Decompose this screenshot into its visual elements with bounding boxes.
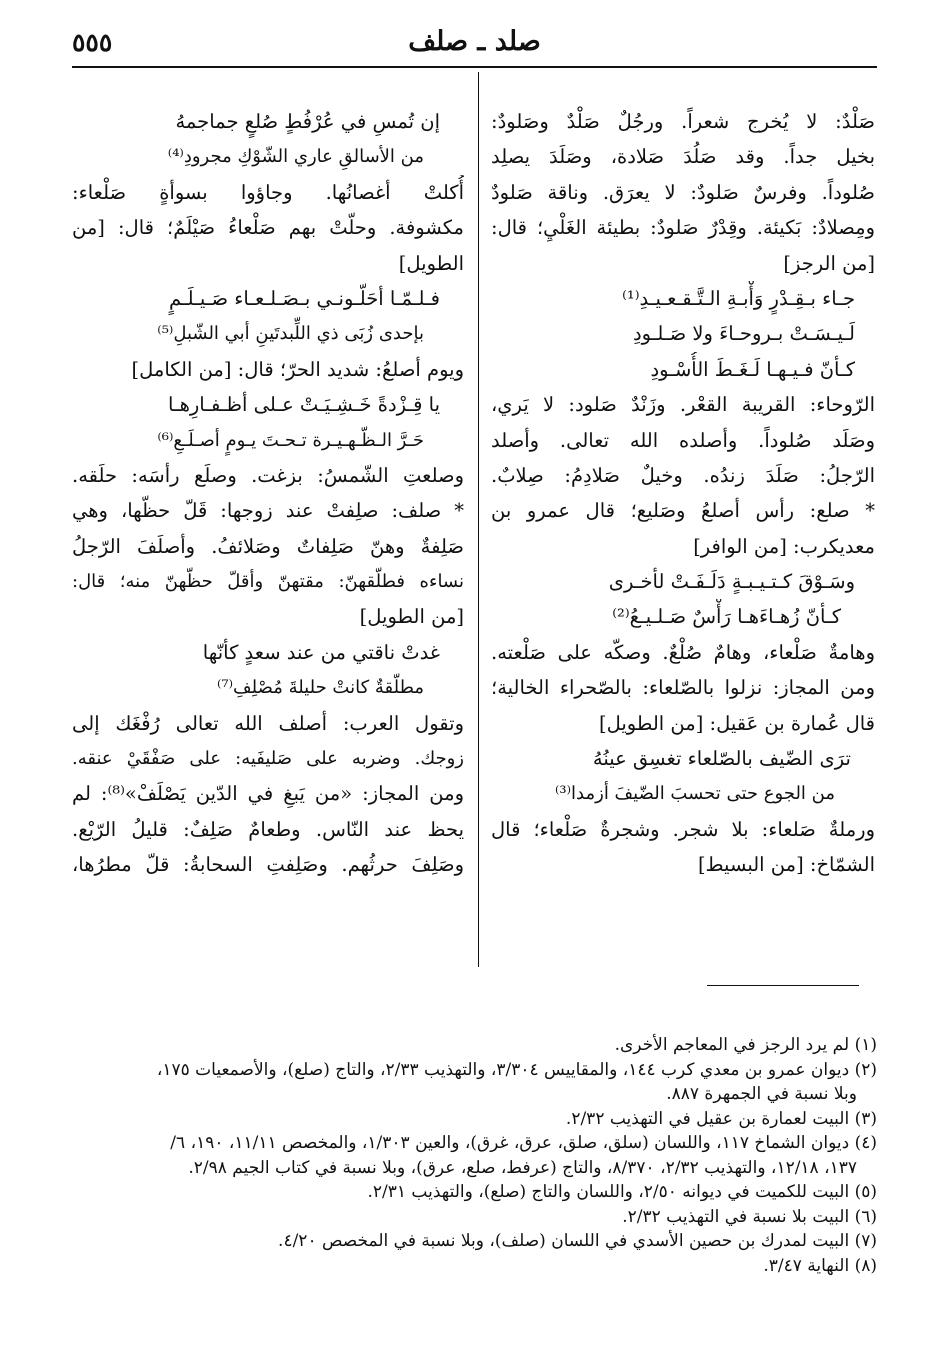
footnote: (٧) البيت لمدرك بن حصين الأسدي في اللسان (صلف)، وبلا نسبة في المخصص ٤/٢٠.: [278, 1231, 877, 1251]
text-line: الرّوحاء: القريبة القعْر. وزَنْدٌ صَلود: لا يَري،: [491, 393, 875, 417]
text-line: ترَى الضّيف بالصّلعاء تغسِق عينُهُ: [592, 747, 851, 771]
page-number: ٥٥٥: [72, 28, 113, 57]
text-line: وصَلَد صُلوداً. وأصلده الله تعالى. وأصلد: [491, 428, 875, 452]
footnote: (٣) البيت لعمارة بن عقيل في التهذيب ٢/٣٢.: [565, 1108, 877, 1129]
text-line: وصَلِفَ حرثُهم. وصَلِفتِ السحابةُ: قلّ مطرُها،: [72, 853, 464, 877]
text-line: بخيل جداً. وقد صَلُدَ صَلادة، وصَلَدَ يصلِد: [491, 145, 875, 169]
footnote: (٤) ديوان الشماخ ١١٧، واللسان (سلق، صلق، عرق، غرق)، والعين ١/٣٠٣، والمخصص ١١/١١، ١٩٠، ٦/: [170, 1133, 877, 1153]
text-line: ويوم أصلعُ: شديد الحرّ؛ قال: [من الكامل]: [131, 357, 464, 381]
text-line: الرّجلُ: صَلَدَ زندُه. وخيلٌ صَلادِمُ: صِلابٌ.: [491, 463, 875, 487]
text-line: ومِصلادٌ: بَكيئة. وقِدْرٌ صَلودٌ: بطيئة الغَلْيِ؛ قال:: [491, 216, 875, 240]
text-line: قال عُمارة بن عَقيل: [من الطويل]: [598, 711, 875, 735]
text-line: الشمّاخ: [من البسيط]: [697, 853, 875, 877]
text-line: كـأنّ فـيـهـا لَـغَـطَ الأُسْـودِ: [650, 357, 855, 381]
text-line: ومن المجاز: «من يَبغِ في الدّين يَصْلَفْ»⁽⁸⁾: لم: [72, 782, 464, 806]
text-line: [من الطويل]: [359, 605, 464, 629]
text-line: ومن المجاز: نزلوا بالصّلعاء: بالصّحراء الخالية؛: [491, 676, 875, 700]
text-line: مكشوفة. وحلّتْ بهم صَلْعاءُ صَيْلَمٌ؛ قال: [من: [72, 216, 464, 240]
text-line: ورملةٌ صَلعاء: بلا شجر. وشجرةٌ صَلْعاء؛ قال: [491, 817, 875, 841]
text-line: وهامةٌ صَلْعاء، وهامٌ صُلْعٌ. وصكّه على صَلْعته.: [491, 640, 875, 664]
footnote: ١٣٧، ١٢/١٨، والتهذيب ٢/٣٢، ٨/٣٧٠، والتاج (عرفط، صلع، عرق)، وبلا نسبة في كتاب الجيم ٢/٩٨.: [188, 1157, 857, 1178]
text-line: معديكرب: [من الوافر]: [693, 534, 875, 558]
text-line: * صلع: رأس أصلعُ وصَليع؛ قال عمرو بن: [491, 499, 875, 523]
column-divider: [478, 72, 479, 967]
text-line: يحظ عند النّاس. وطعامٌ صَلِفٌ: قليلُ الرّيْع.: [72, 817, 464, 841]
footnote: (٨) النهاية ٣/٤٧.: [763, 1255, 877, 1276]
footnote: وبلا نسبة في الجمهرة ٨٨٧.: [666, 1084, 857, 1104]
footnote: (٢) ديوان عمرو بن معدي كرب ١٤٤، والمقاييس ٣/٣٠٤، والتهذيب ٢/٣٣، والتاج (صلع)، والأصمعيات ١٧٥،: [156, 1059, 877, 1080]
text-line: صُلوداً. وفرسٌ صَلودٌ: لا يعرَق. وناقة صَلودٌ: [491, 180, 875, 204]
footnote: (٥) البيت للكميت في ديوانه ٢/٥٠، واللسان والتاج (صلع)، والتهذيب ٢/٣١.: [367, 1182, 877, 1202]
text-line: فـلـمّـا أحَلّـونـي بـصَـلـعـاء صَـيـلَـمٍ: [168, 286, 440, 310]
right-column: [491, 104, 875, 883]
text-line: من الجوع حتى تحسبَ الضّيفَ أزمدا⁽³⁾: [554, 783, 835, 805]
text-line: مطلّقةٌ كانتْ حليلةَ مُصْلِفِ⁽⁷⁾: [216, 677, 424, 699]
text-line: وسَـوْقَ كـتـيـبـةٍ دَلَـفَـتْ لأخـرى: [608, 570, 855, 594]
text-line: * صلف: صلِفتْ عند زوجها: قَلّ حظّها، وهي: [72, 499, 464, 523]
text-line: إن تُمسِ في عُرْفُطٍ صُلعٍ جماجمهُ: [175, 110, 440, 133]
text-line: نساءه فطلّقهنّ: مقتهنّ وأقلّ حظّهنّ منه؛ قال:: [72, 571, 464, 593]
text-line: الطويل]: [398, 251, 464, 275]
text-line: كـأنّ زُهـاءَهـا رَأْسٌ صَـلـيـعُ⁽²⁾: [612, 605, 841, 629]
page-title: صلد ـ صلف: [408, 26, 541, 57]
footnote: (١) لم يرد الرجز في المعاجم الأخرى.: [614, 1035, 877, 1055]
text-line: لَـيـسَـتْ بـروحـاءَ ولا صَـلـودِ: [632, 322, 855, 346]
footnotes: [72, 1033, 877, 1278]
text-line: يا قِـزْدةً خَـشِـيَـتْ عـلى أظـفـارِهـا: [167, 393, 440, 417]
text-line: صَلِفةٌ وهنّ صَلِفاتٌ وصَلائفُ. وأصلَفَ الرّجلُ: [72, 534, 464, 558]
text-line: من الأسالقِ عاري الشّوْكِ مجرودِ⁽⁴⁾: [167, 146, 424, 168]
text-line: أُكلتْ أغصانُها. وجاؤوا بسوأةٍ صَلْعاء:: [72, 180, 464, 204]
footnote: (٦) البيت بلا نسبة في التهذيب ٢/٣٢.: [622, 1206, 877, 1227]
text-line: غدتْ ناقتي من عند سعدٍ كأنّها: [202, 640, 440, 664]
page-header: [72, 26, 877, 66]
text-line: [من الرجز]: [783, 251, 875, 275]
text-line: زوجك. وضربه على صَليفَيه: على صَفْقَيْ عنقه.: [72, 748, 464, 770]
text-line: بإحدى زُبَى ذي اللِّبدتَينِ أبي الشّبلِ⁽⁵⁾: [157, 323, 424, 345]
text-line: صَلْدٌ: لا يُخرج شعراً. ورجُلٌ صَلْدٌ وصَلودٌ:: [491, 110, 875, 133]
header-rule: [72, 66, 877, 68]
text-line: جـاء بـقِـدْرٍ وَأْبـةِ الـتَّـقـعـيـدِ⁽¹⁾: [622, 286, 855, 310]
text-line: وصلعتِ الشّمسُ: بزغت. وصلَع رأسَه: حلَقه.: [72, 463, 464, 487]
footnote-rule: [707, 985, 859, 986]
left-column: [72, 104, 464, 883]
text-line: حَـرَّ الـظّـهـيـرة تـحـتَ يـومٍ أصـلَـعِ⁽⁶⁾: [157, 429, 424, 451]
text-line: وتقول العرب: أصلف الله تعالى رُفْغَك إلى: [72, 711, 464, 735]
